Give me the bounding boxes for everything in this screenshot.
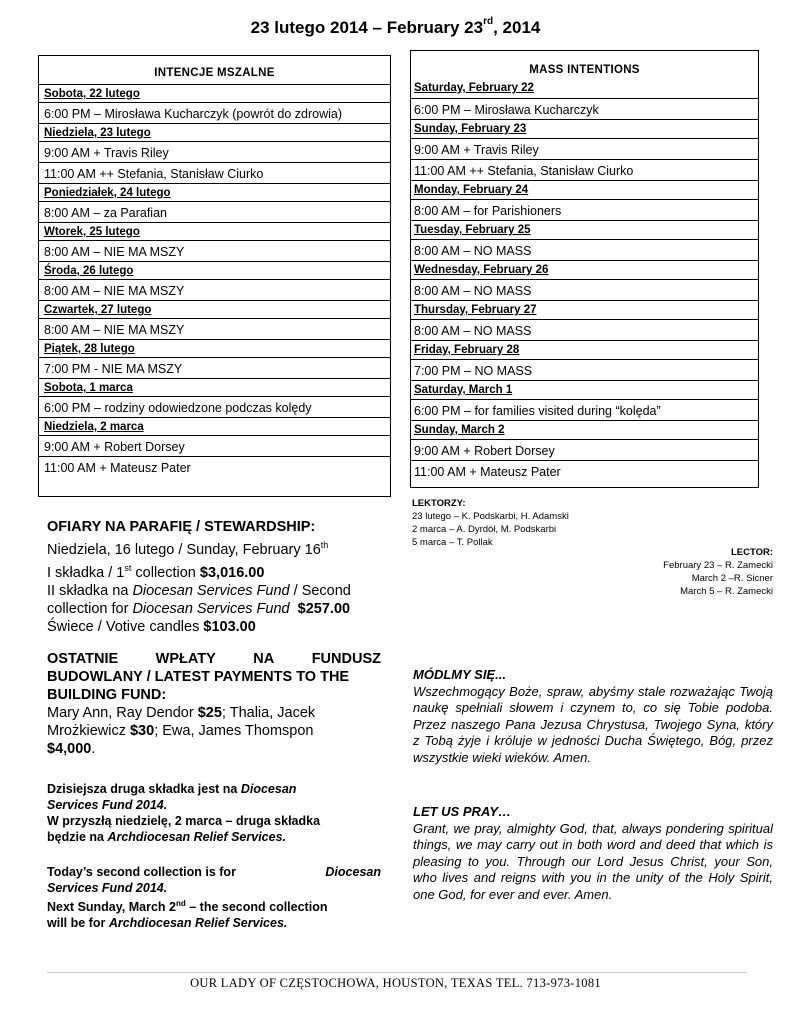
day-heading: Sobota, 22 lutego — [39, 84, 390, 102]
mass-intentions-header: MASS INTENTIONS — [529, 64, 640, 76]
intention-entry: 7:00 PM – NO MASS — [411, 359, 758, 380]
stewardship-date: Niedziela, 16 lutego / Sunday, February 16th — [47, 540, 329, 558]
intention-entry: 11:00 AM ++ Stefania, Stanisław Ciurko — [411, 159, 758, 180]
day-heading: Sunday, March 2 — [411, 420, 758, 439]
intention-entry: 7:00 PM - NIE MA MSZY — [39, 357, 390, 378]
first-collection-amount: $3,016.00 — [199, 564, 265, 581]
prayer-en-heading: LET US PRAY… — [413, 804, 511, 819]
day-heading: Thursday, February 27 — [411, 300, 758, 319]
intention-entry: 8:00 AM – NIE MA MSZY — [39, 318, 390, 339]
prayer-en-block — [413, 804, 773, 903]
second-collection-pl: II składka na Diocesan Services Fund / Second — [47, 582, 351, 599]
building-fund-block — [47, 650, 381, 758]
day-heading: Sobota, 1 marca — [39, 378, 390, 396]
page-title — [0, 18, 791, 38]
lector-header: LECTOR: — [730, 547, 773, 558]
day-heading: Piątek, 28 lutego — [39, 339, 390, 357]
payment-line2: Mrożkiewicz $30; Ewa, James Thomspon — [47, 723, 314, 739]
intention-entry: 8:00 AM – NO MASS — [411, 319, 758, 340]
day-heading: Niedziela, 2 marca — [39, 417, 390, 435]
intention-entry: 6:00 PM – Mirosława Kucharczyk — [411, 98, 758, 119]
lector-line: March 2 –R. Sicner — [691, 573, 773, 584]
intention-entry: 8:00 AM – NO MASS — [411, 239, 758, 260]
prayer-pl-block — [413, 667, 773, 766]
title-superscript: rd — [483, 16, 494, 27]
intencje-mszalne-table — [38, 55, 391, 497]
lector-block — [560, 546, 773, 598]
day-heading: Saturday, February 22 — [414, 82, 534, 94]
intention-entry: 11:00 AM ++ Stefania, Stanisław Ciurko — [39, 162, 390, 183]
collection-en-line2: Services Fund 2014. — [47, 881, 168, 895]
intention-entry: 8:00 AM – NO MASS — [411, 279, 758, 300]
collection-pl-line1: Dzisiejsza druga składka jest na Diocesan — [47, 782, 297, 796]
lektorzy-line: 5 marca – T. Pollak — [412, 537, 493, 548]
intention-entry: 8:00 AM – for Parishioners — [411, 199, 758, 220]
intention-entry: 9:00 AM + Travis Riley — [411, 138, 758, 159]
day-heading: Saturday, March 1 — [411, 380, 758, 399]
day-heading: Wtorek, 25 lutego — [39, 222, 390, 240]
intention-entry: 8:00 AM – NIE MA MSZY — [39, 240, 390, 261]
intention-entry: 8:00 AM – NIE MA MSZY — [39, 279, 390, 300]
building-fund-heading-line1: OSTATNIE WPŁATY NA FUNDUSZ — [47, 651, 381, 667]
day-heading: Friday, February 28 — [411, 340, 758, 359]
intention-entry: 6:00 PM – Mirosława Kucharczyk (powrót do zdrowia) — [39, 102, 390, 123]
day-heading: Tuesday, February 25 — [411, 220, 758, 239]
collection-en-line1: Today’s second collection is for Diocesan — [47, 865, 381, 879]
lector-line: February 23 – R. Zamecki — [663, 560, 773, 571]
prayer-pl-heading: MÓDLMY SIĘ... — [413, 667, 506, 682]
building-fund-heading-line3: BUILDING FUND: — [47, 687, 167, 703]
page-footer: OUR LADY OF CZĘSTOCHOWA, HOUSTON, TEXAS TEL. 713-973-1081 — [190, 976, 601, 990]
prayer-en-text: Grant, we pray, almighty God, that, always pondering spiritual things, we may carry out in both word and deed that which is pleasing to you. Through our Lord Jesus Christ, your Son, who lives and reigns with you in the unity of the Holy Spirit, one God, for ever and ever. Amen. — [413, 820, 773, 902]
votive-candles-amount: $103.00 — [203, 618, 256, 635]
day-heading: Poniedziałek, 24 lutego — [39, 183, 390, 201]
day-heading: Wednesday, February 26 — [411, 260, 758, 279]
day-heading: Czwartek, 27 lutego — [39, 300, 390, 318]
lektorzy-line: 2 marca – A. Dyrdół, M. Podskarbi — [412, 524, 557, 535]
lektorzy-line: 23 lutego – K. Podskarbi, H. Adamski — [412, 511, 569, 522]
day-heading: Środa, 26 lutego — [39, 261, 390, 279]
day-heading: Monday, February 24 — [411, 180, 758, 199]
building-fund-heading-line2: BUDOWLANY / LATEST PAYMENTS TO THE — [47, 669, 350, 685]
lector-line: March 5 – R. Zamecki — [680, 586, 773, 597]
title-year: , 2014 — [493, 18, 541, 37]
stewardship-block — [47, 518, 383, 636]
intention-entry: 9:00 AM + Robert Dorsey — [39, 435, 390, 456]
stewardship-heading: OFIARY NA PARAFIĘ / STEWARDSHIP: — [47, 519, 316, 535]
first-collection: I składka / 1st collection $3,016.00 — [47, 562, 265, 581]
collection-pl-line2: Services Fund 2014. — [47, 798, 168, 812]
collection-pl-line4: będzie na Archdiocesan Relief Services. — [47, 830, 286, 844]
intention-entry: 9:00 AM + Robert Dorsey — [411, 439, 758, 460]
collection-pl-line3: W przyszłą niedzielę, 2 marca – druga składka — [47, 814, 321, 828]
second-collection-amount: $257.00 — [297, 600, 351, 617]
day-heading: Sunday, February 23 — [411, 119, 758, 138]
collection-en-line3: Next Sunday, March 2nd – the second collection — [47, 899, 328, 915]
footer-divider — [47, 972, 747, 973]
votive-candles: Świece / Votive candles $103.00 — [47, 618, 256, 635]
intention-entry: 8:00 AM – za Parafian — [39, 201, 390, 222]
day-heading: Niedziela, 23 lutego — [39, 123, 390, 141]
payment-line1: Mary Ann, Ray Dendor $25; Thalia, Jacek — [47, 705, 316, 721]
intention-entry: 11:00 AM + Mateusz Pater — [39, 456, 390, 477]
lektorzy-block — [412, 497, 712, 549]
lektorzy-header: LEKTORZY: — [412, 498, 466, 509]
intention-entry: 6:00 PM – rodziny odowiedzone podczas kolędy — [39, 396, 390, 417]
payment-line3: $4,000. — [47, 741, 96, 757]
second-collection-en: collection for Diocesan Services Fund $257.00 — [47, 600, 351, 617]
intention-entry: 6:00 PM – for families visited during “kolęda” — [411, 399, 758, 420]
mass-intentions-table — [410, 50, 759, 488]
intention-entry: 11:00 AM + Mateusz Pater — [411, 460, 758, 481]
collection-notice-en — [47, 864, 381, 931]
collection-notice-pl — [47, 781, 381, 845]
intencje-header: INTENCJE MSZALNE — [154, 67, 275, 79]
title-text: 23 lutego 2014 – February 23 — [250, 18, 484, 37]
prayer-pl-text: Wszechmogący Boże, spraw, abyśmy stale rozważając Twoją naukę spełniali słowem i czynem to, co się Tobie podoba. Przez naszego Pana Jezusa Chrystusa, Twojego Syna, który z Tobą żyje i króluje w jedności Ducha Świętego, Bóg, przez wszystkie wieki wieków. Amen. — [413, 683, 773, 765]
intention-entry: 9:00 AM + Travis Riley — [39, 141, 390, 162]
collection-en-line4: will be for Archdiocesan Relief Services. — [47, 916, 288, 931]
